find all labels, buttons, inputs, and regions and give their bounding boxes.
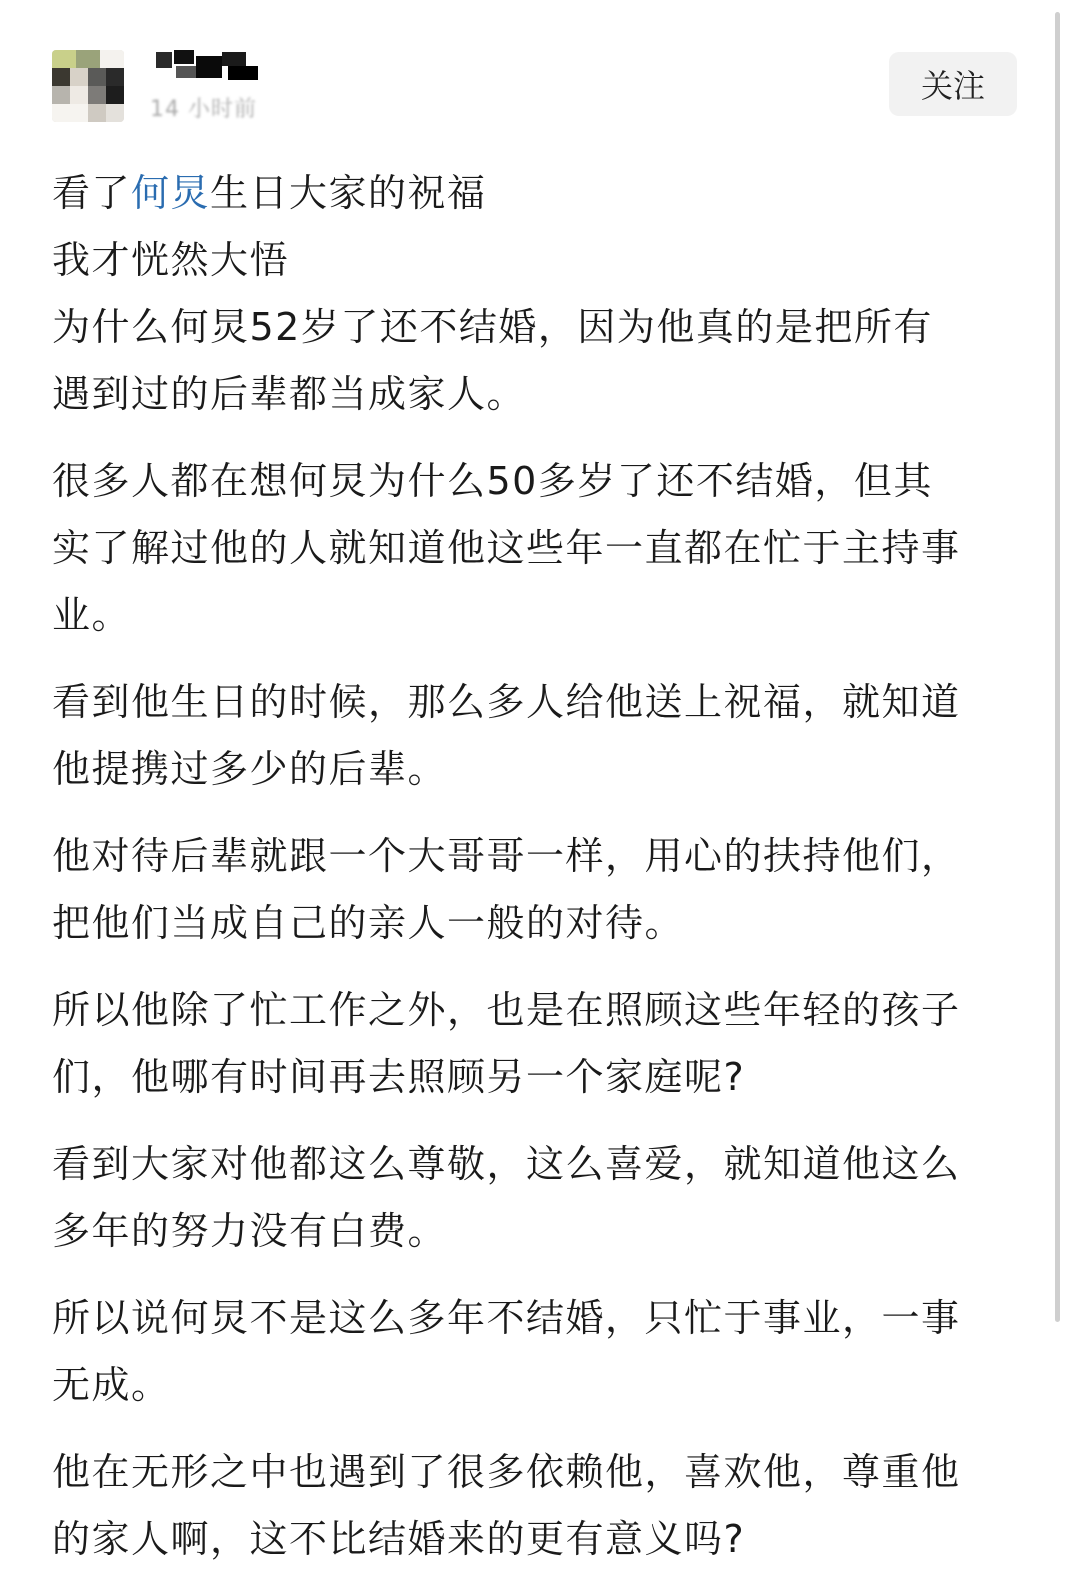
text-line: 所以他除了忙工作之外，也是在照顾这些年轻的孩子 [52,988,961,1032]
paragraph [52,160,1027,428]
paragraph [52,1439,1027,1573]
paragraph [52,448,1027,649]
post-body [52,160,1027,1593]
text-line: 他提携过多少的后辈。 [52,747,448,791]
text-line: 为什么何炅52岁了还不结婚，因为他真的是把所有 [52,305,933,349]
paragraph [52,977,1027,1111]
text-line: 所以说何炅不是这么多年不结婚，只忙于事业，一事 [52,1296,961,1340]
text-line: 我才恍然大悟 [52,238,290,282]
paragraph [52,823,1027,957]
text-line [52,160,1027,227]
avatar[interactable] [52,50,124,122]
post-time: 14 小时前 [150,97,257,122]
paragraph [52,1131,1027,1265]
post-header [0,0,1080,130]
text-line: 他对待后辈就跟一个大哥哥一样，用心的扶持他们， [52,834,961,878]
scrollbar[interactable] [1055,12,1060,1322]
text-line: 他在无形之中也遇到了很多依赖他，喜欢他，尊重他 [52,1450,961,1494]
text-line: 很多人都在想何炅为什么50多岁了还不结婚，但其 [52,459,933,503]
text-line: 无成。 [52,1363,171,1407]
text-line: 看到大家对他都这么尊敬，这么喜爱，就知道他这么 [52,1142,961,1186]
text-line: 业。 [52,593,132,637]
paragraph [52,669,1027,803]
follow-button[interactable]: 关注 [889,52,1017,116]
paragraph [52,1285,1027,1419]
text-line: 把他们当成自己的亲人一般的对待。 [52,901,685,945]
text-line: 遇到过的后辈都当成家人。 [52,372,527,416]
text-segment: 生日大家的祝福 [210,171,487,215]
text-line: 实了解过他的人就知道他这些年一直都在忙于主持事 [52,526,961,570]
text-line: 看到他生日的时候，那么多人给他送上祝福，就知道 [52,680,961,724]
text-segment: 看了 [52,171,132,215]
text-line: 的家人啊，这不比结婚来的更有意义吗? [52,1517,746,1561]
topic-link[interactable]: 何炅 [131,171,211,215]
text-line: 们，他哪有时间再去照顾另一个家庭呢? [52,1055,746,1099]
text-line: 多年的努力没有白费。 [52,1209,448,1253]
